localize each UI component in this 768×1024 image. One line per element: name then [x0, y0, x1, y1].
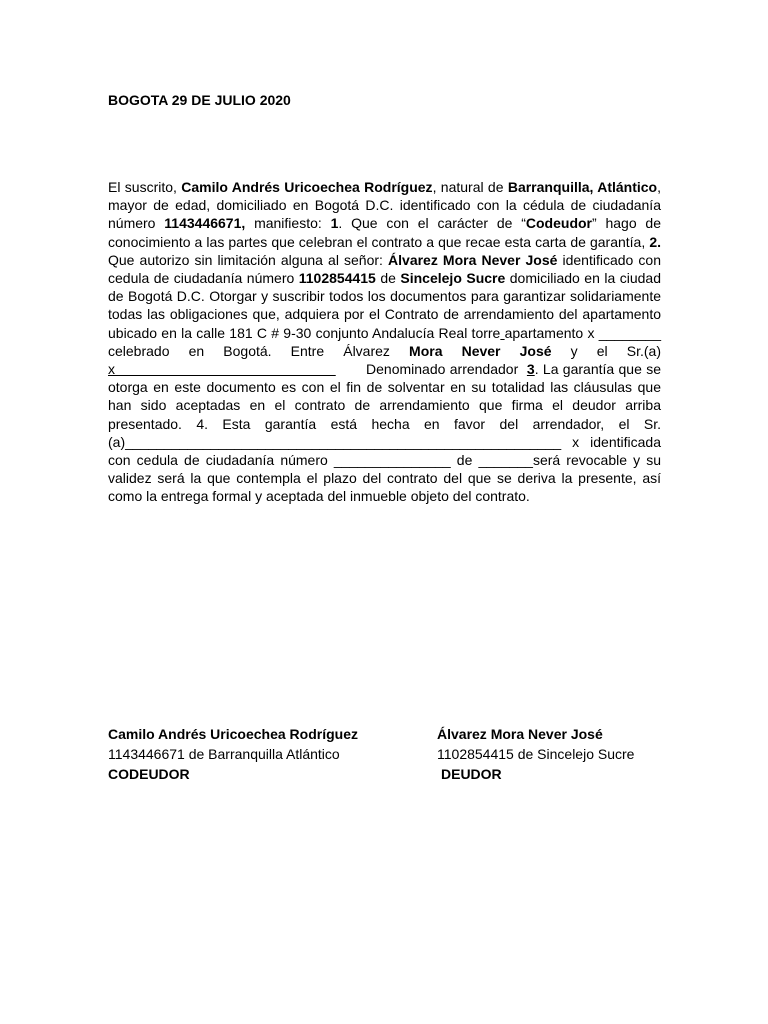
debtor-id-bold: 1102854415 [298, 270, 376, 287]
body-text-segment: Que autorizo sin limitación alguna al señor: [108, 251, 389, 268]
clause-number-3: 3 [526, 361, 535, 378]
clause-number-1: 1 [330, 215, 339, 232]
body-text-segment: apartamento x ________ celebrado en Bogotá. Entre Álvarez [108, 324, 662, 359]
body-text-segment: El suscrito, [108, 179, 182, 195]
body-text-segment: y el Sr.(a) [551, 342, 661, 359]
body-text-segment: ________________________________________________________ x identificada con cedula de ciudadanía número _______________ de _______será revocable y su validez será la que contempla el plazo del contrato del que se deriva la presente, así como la entrega formal y aceptada del inmueble objeto del contrato. [108, 433, 661, 505]
codebtor-signature-block [108, 724, 358, 784]
debtor-surname-bold: Mora Never José [409, 342, 552, 359]
codeudor-bold: Codeudor [525, 215, 592, 232]
debtor-name-bold: Álvarez Mora Never José [388, 251, 558, 268]
debtor-signature-name: Álvarez Mora Never José [437, 726, 603, 742]
body-text-segment: . Que con el carácter de “ [338, 215, 526, 232]
body-text-segment: , mayor de edad, domiciliado en Bogotá D.C. identificado con la cédula de ciudadanía número [108, 179, 662, 232]
guarantee-letter-body [108, 178, 661, 506]
codebtor-name-bold: Camilo Andrés Uricoechea Rodríguez [181, 179, 433, 195]
codebtor-signature-role: CODEUDOR [108, 766, 190, 782]
clause-number-2: 2. [649, 233, 661, 250]
body-text-segment: identificado con cedula de ciudadanía número [108, 251, 661, 287]
codebtor-signature-id: 1143446671 de Barranquilla Atlántico [108, 746, 340, 762]
body-text-segment: de [375, 270, 401, 287]
body-text-segment: Denominado arrendador [335, 361, 527, 378]
date-heading: BOGOTA 29 DE JULIO 2020 [108, 92, 291, 108]
codebtor-id-bold: 1143446671, [164, 215, 246, 232]
debtor-birthplace-bold: Sincelejo Sucre [400, 270, 506, 287]
debtor-signature-block [437, 724, 634, 784]
body-text-segment: ” hago de conocimiento a las partes que celebran el contrato a que recae esta carta de garantía, [108, 215, 661, 250]
body-text-segment: domiciliado en la ciudad de Bogotá D.C. Otorgar y suscribir todos los documentos para garantizar solidariamente todas las obligaciones que, adquiera por el Contrato de arrendamiento del apartamento ubicado en la calle 181 C # 9-30 conjunto Andalucía Real torre [108, 270, 661, 341]
debtor-signature-role: DEUDOR [441, 766, 502, 782]
body-text-segment: . La garantía que se otorga en este documento es con el fin de solventar en su totalidad las cláusulas que han sido aceptadas en el contrato de arrendamiento que firma el deudor arriba presentado. 4. Esta garantía está hecha en favor del arrendador, el Sr.(a) [108, 361, 661, 450]
body-text-segment: manifiesto: [245, 215, 331, 232]
body-text-segment: , natural de [432, 179, 508, 195]
landlord-name-blank: x [108, 361, 336, 378]
debtor-signature-id: 1102854415 de Sincelejo Sucre [437, 746, 635, 762]
codebtor-signature-name: Camilo Andrés Uricoechea Rodríguez [108, 726, 358, 742]
birthplace-bold: Barranquilla, Atlántico [507, 179, 658, 195]
